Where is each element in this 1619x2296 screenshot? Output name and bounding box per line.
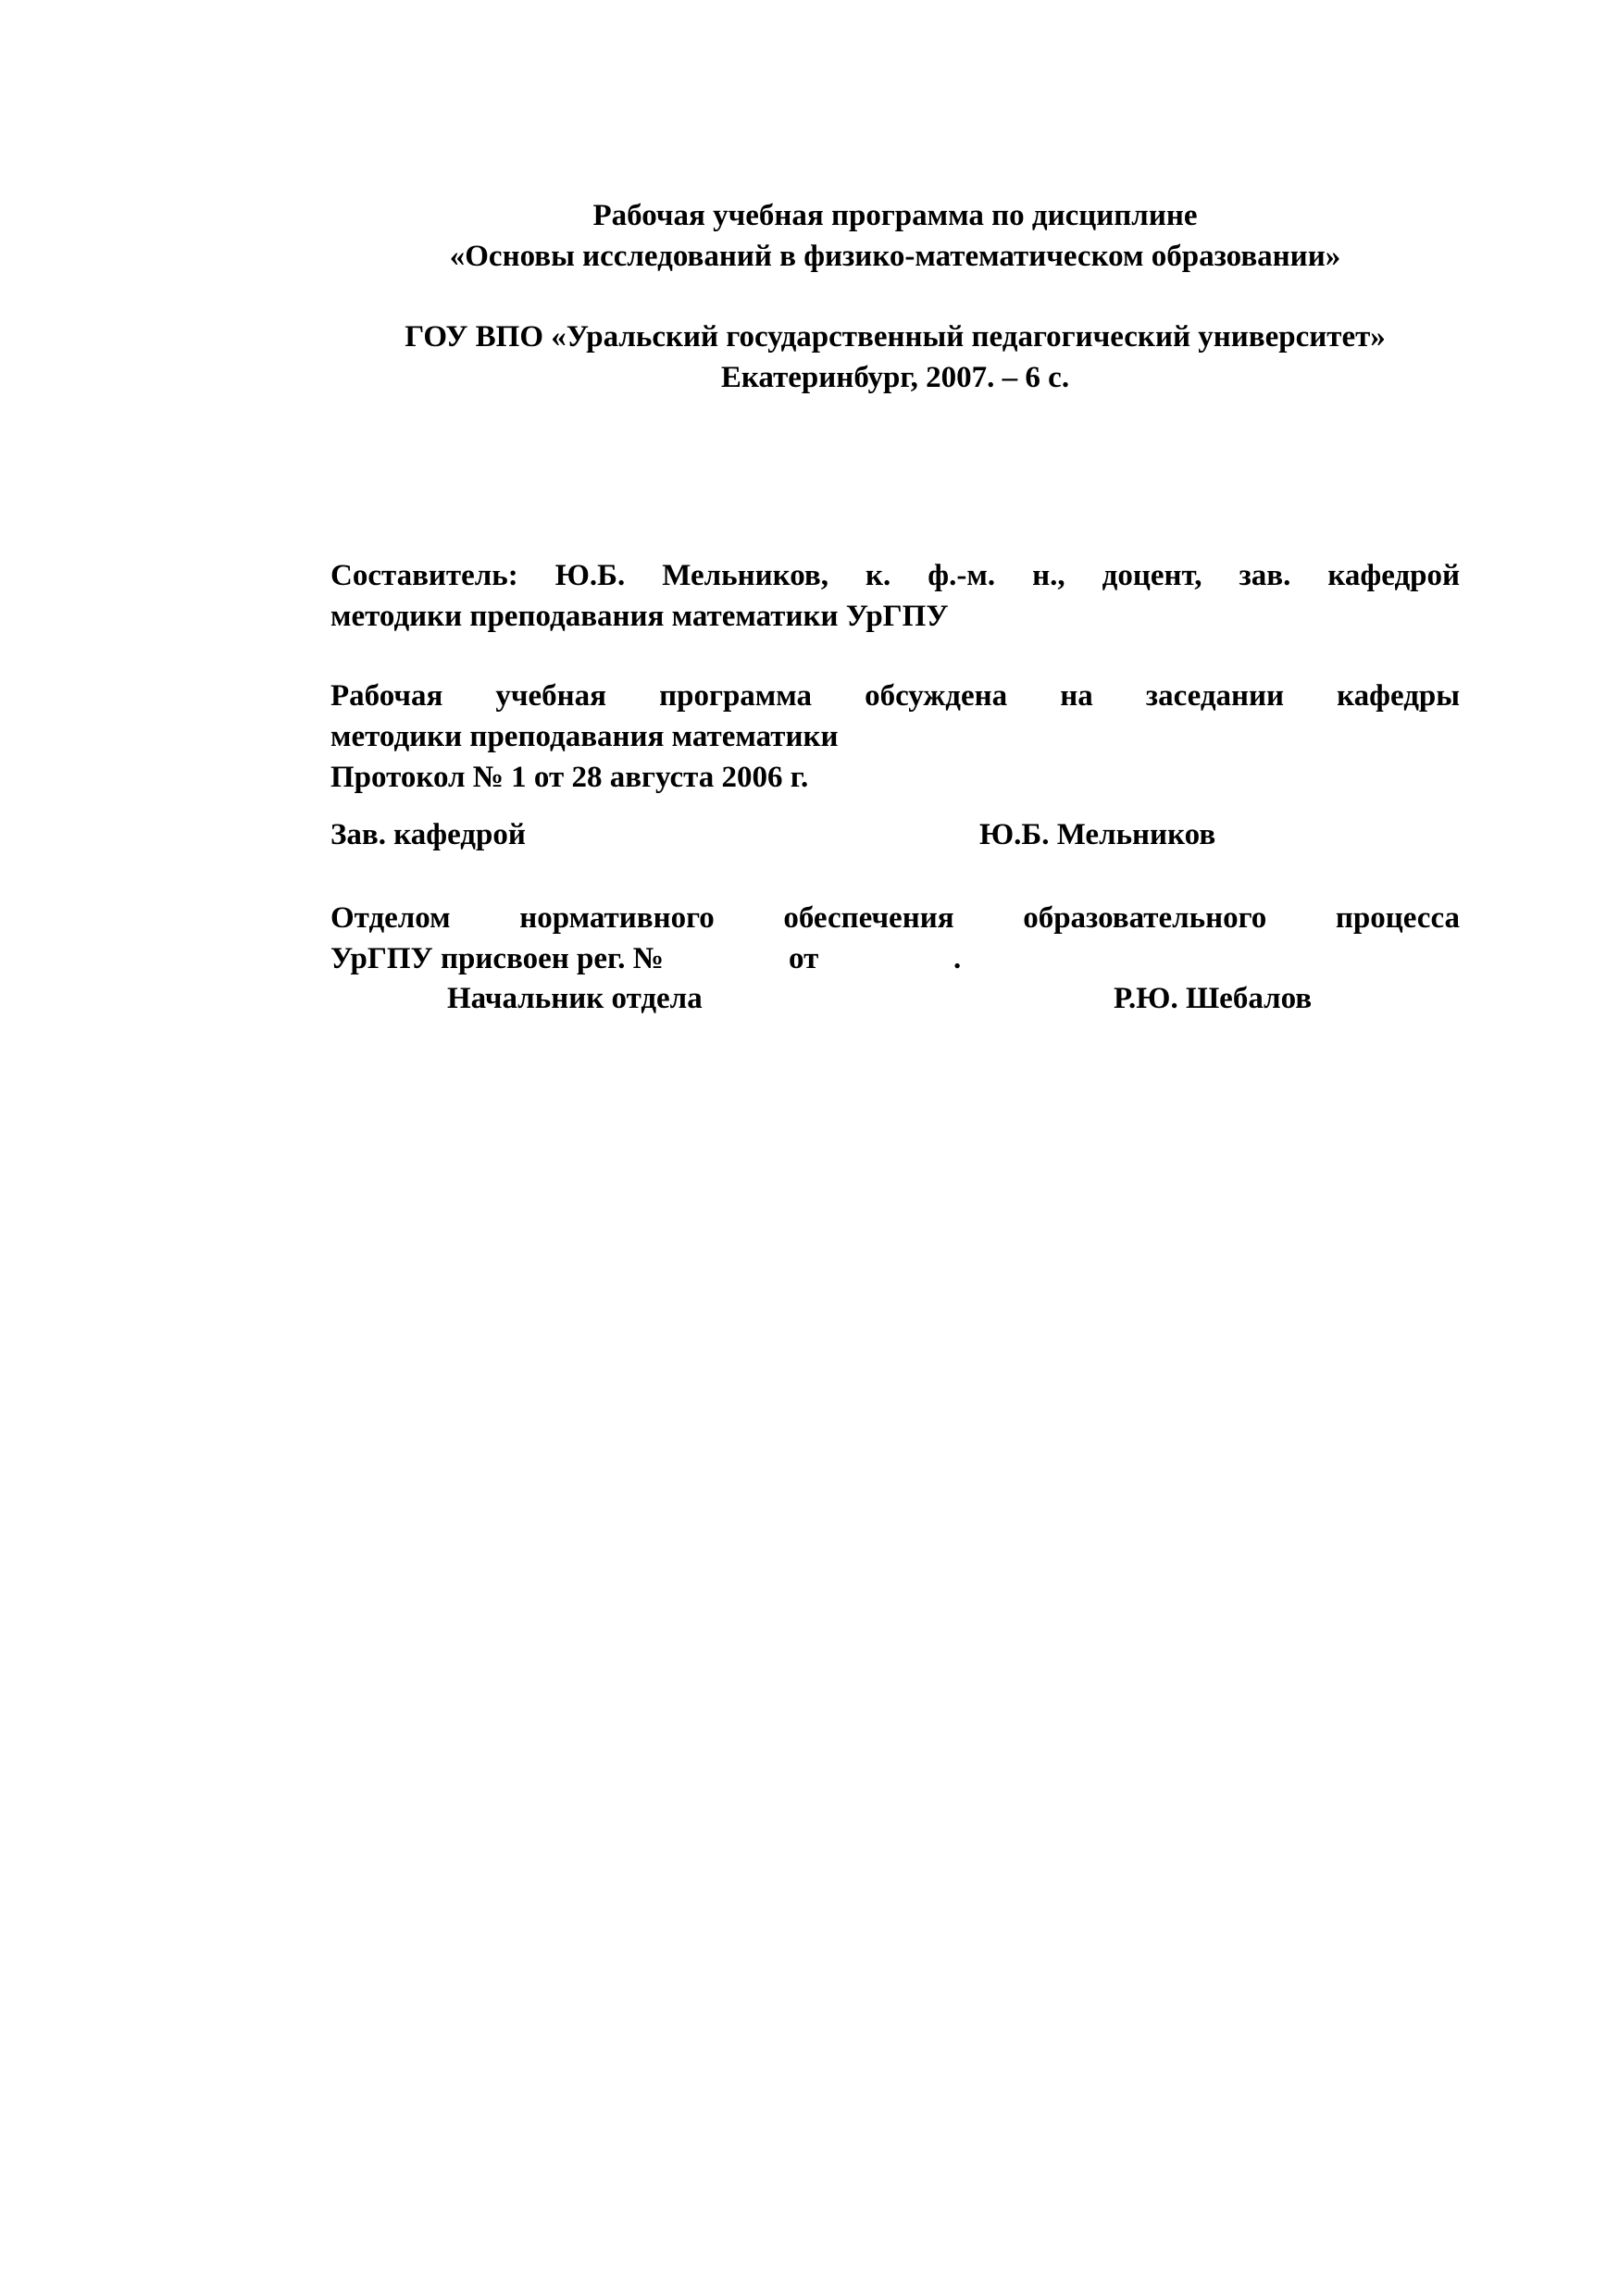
registration-info	[330, 898, 1460, 938]
compiler-line-1: Составитель: Ю.Б. Мельников, к. ф.-м. н., доцент, зав. кафедрой	[330, 559, 1460, 592]
head-signature-name: Ю.Б. Мельников	[979, 818, 1216, 851]
compiler-line-2: методики преподавания математики УрГПУ	[330, 600, 949, 633]
publisher-line-1: ГОУ ВПО «Уральский государственный педагогический университет»	[405, 320, 1386, 354]
registration-from-label: от	[789, 942, 819, 975]
registration-dot: .	[953, 942, 962, 975]
document-title	[330, 195, 1460, 277]
title-line-1: Рабочая учебная программа по дисциплине	[592, 199, 1198, 232]
department-signature-role: Начальник отдела	[447, 982, 703, 1015]
title-line-2: «Основы исследований в физико-математическом образовании»	[449, 240, 1341, 273]
protocol-line: Протокол № 1 от 28 августа 2006 г.	[330, 761, 809, 794]
department-signature-name: Р.Ю. Шебалов	[1114, 982, 1313, 1015]
publisher-info	[330, 316, 1460, 398]
head-signature-role: Зав. кафедрой	[330, 818, 526, 851]
compiler-info	[330, 555, 1460, 637]
discussion-info	[330, 676, 1460, 798]
registration-number-label: УрГПУ присвоен рег. №	[330, 942, 664, 975]
registration-line-1: Отделом нормативного обеспечения образовательного процесса	[330, 901, 1460, 935]
discussion-line-1: Рабочая учебная программа обсуждена на заседании кафедры	[330, 679, 1460, 713]
publisher-line-2: Екатеринбург, 2007. – 6 с.	[720, 361, 1070, 394]
discussion-line-2: методики преподавания математики	[330, 720, 839, 753]
